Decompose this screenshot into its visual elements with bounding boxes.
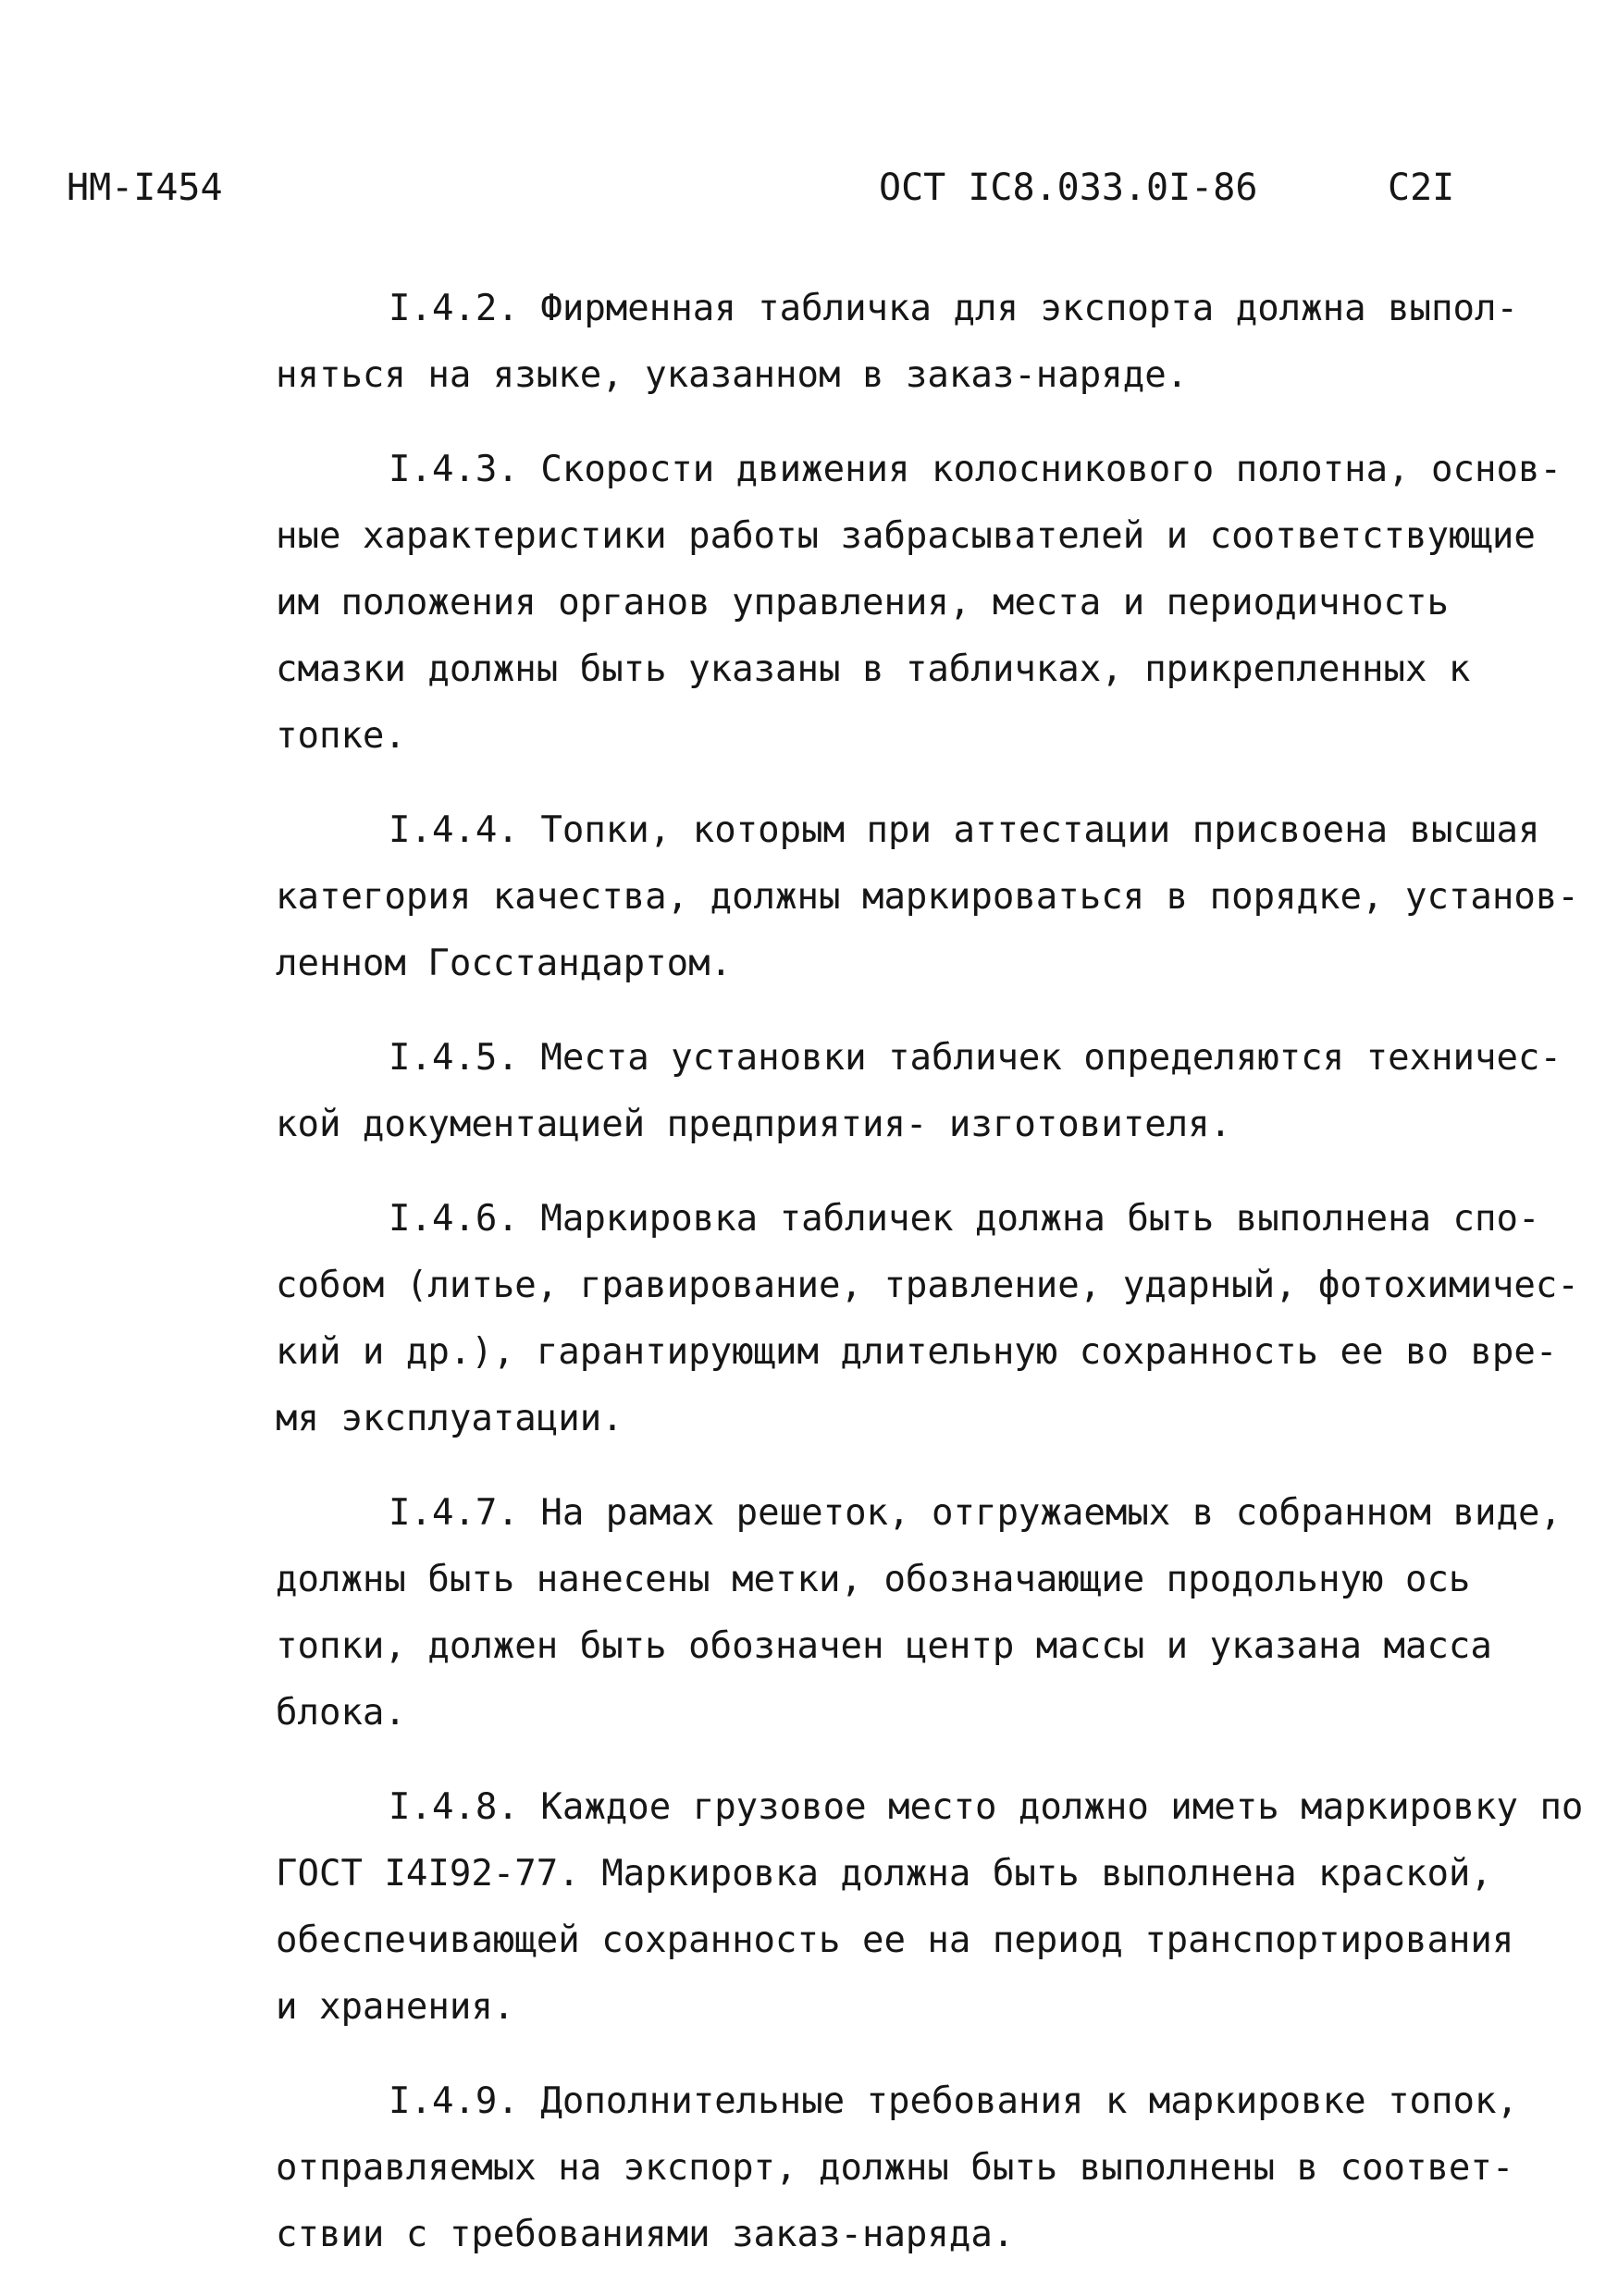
text-line: I.4.3. Скорости движения колосникового полотна, основ- [389,449,1562,490]
text-line: I.4.9. Дополнительные требования к маркировке топок, [389,2080,1518,2122]
text-line: I.4.8. Каждое грузовое место должно иметь маркировку по [389,1786,1584,1828]
text-line: мя эксплуатации. [276,1398,624,1439]
paragraph-1-4-6 [276,1186,1589,1452]
text-line: I.4.2. Фирменная табличка для экспорта должна выпол- [389,288,1518,329]
text-line: должны быть нанесены метки, обозначающие продольную ось [276,1559,1471,1600]
text-line: отправляемых на экспорт, должны быть выполнены в соответ- [276,2147,1514,2189]
text-line: смазки должны быть указаны в табличках, прикрепленных к [276,648,1471,690]
paragraph-1-4-5 [276,1025,1589,1158]
text-line: блока. [276,1692,406,1734]
text-line: ГОСТ I4I92-77. Маркировка должна быть выполнена краской, [276,1853,1492,1895]
paragraph-1-4-7 [276,1480,1589,1747]
document-body [276,276,1589,2296]
text-line: топки, должен быть обозначен центр массы и указана масса [276,1625,1492,1667]
text-line: I.4.5. Места установки табличек определяются техничес- [389,1037,1562,1079]
text-line: I.4.4. Топки, которым при аттестации присвоена высшая [389,809,1540,851]
text-line: I.4.6. Маркировка табличек должна быть выполнена спо- [389,1198,1540,1240]
page-number: С2I [1388,167,1455,209]
text-line: обеспечивающей сохранность ее на период транспортирования [276,1920,1514,1961]
paragraph-1-4-3 [276,437,1589,770]
text-line: им положения органов управления, места и периодичность [276,582,1449,623]
paragraph-1-4-9 [276,2068,1589,2268]
text-line: ные характеристики работы забрасывателей и соответствующие [276,515,1536,557]
paragraph-1-4-4 [276,797,1589,997]
paragraph-1-4-8 [276,1774,1589,2041]
text-line: I.4.7. На рамах решеток, отгружаемых в собранном виде, [389,1492,1562,1534]
text-line: категория качества, должны маркироваться в порядке, установ- [276,876,1579,918]
text-line: кий и др.), гарантирующим длительную сохранность ее во вре- [276,1331,1558,1373]
text-line: собом (литье, гравирование, травление, ударный, фотохимичес- [276,1265,1579,1306]
text-line: и хранения. [276,1986,515,2028]
text-line: няться на языке, указанном в заказ-наряде. [276,354,1189,396]
document-code: НМ-I454 [67,167,223,209]
standard-number: ОСТ IС8.033.0I-86 [879,167,1258,209]
text-line: кой документацией предприятия- изготовителя. [276,1104,1232,1145]
text-line: ленном Госстандартом. [276,943,733,984]
page-header [0,167,1618,222]
text-line: топке. [276,715,406,757]
text-line: ствии с требованиями заказ-наряда. [276,2214,1015,2255]
paragraph-1-4-2 [276,276,1589,409]
